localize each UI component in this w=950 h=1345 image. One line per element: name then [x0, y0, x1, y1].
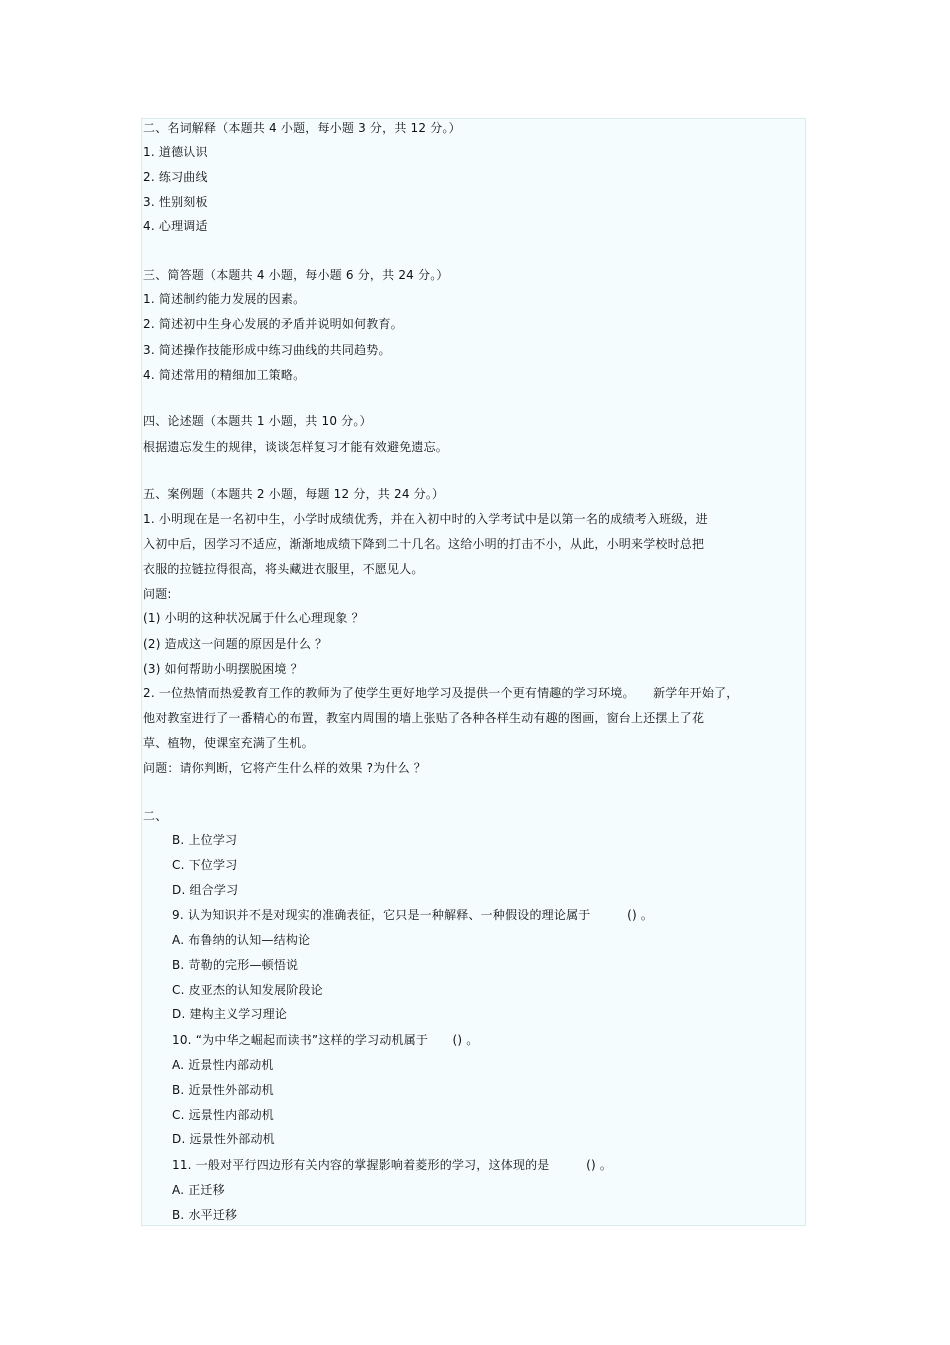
option-item: D. 建构主义学习理论: [172, 1007, 288, 1021]
list-item: 3. 简述操作技能形成中练习曲线的共同趋势。: [143, 343, 391, 357]
option-item: C. 皮亚杰的认知发展阶段论: [172, 983, 323, 997]
option-item: B. 上位学习: [172, 833, 238, 847]
case1-text: 入初中后，因学习不适应，渐渐地成绩下降到二十几名。这给小明的打击不小，从此，小明来学校时总把: [143, 537, 705, 551]
case2-text: 他对教室进行了一番精心的布置，教室内周围的墙上张贴了各种各样生动有趣的图画，窗台上还摆上了花: [143, 711, 705, 725]
option-item: C. 下位学习: [172, 858, 238, 872]
case2-text: 草、植物，使课室充满了生机。: [143, 736, 314, 750]
list-item: 1. 道德认识: [143, 145, 208, 159]
list-item: 2. 练习曲线: [143, 170, 208, 184]
section-title-short-answer: 三、简答题（本题共 4 小题，每小题 6 分，共 24 分。）: [143, 268, 449, 282]
question-item: 9. 认为知识并不是对现实的准确表征，它只是一种解释、一种假设的理论属于 () 。: [172, 908, 654, 922]
option-item: B. 苛勒的完形—顿悟说: [172, 958, 299, 972]
section-title-terms: 二、名词解释（本题共 4 小题，每小题 3 分，共 12 分。）: [143, 121, 461, 135]
answer-heading: 二、: [143, 809, 168, 823]
option-item: A. 近景性内部动机: [172, 1058, 274, 1072]
option-item: A. 布鲁纳的认知—结构论: [172, 933, 311, 947]
case2-text: 2. 一位热情而热爱教育工作的教师为了使学生更好地学习及提供一个更有情趣的学习环境。 新学年开始了，: [143, 686, 739, 700]
section-title-cases: 五、案例题（本题共 2 小题，每题 12 分，共 24 分。）: [143, 487, 445, 501]
list-item: 4. 简述常用的精细加工策略。: [143, 368, 306, 382]
option-item: B. 水平迁移: [172, 1208, 238, 1222]
essay-question: 根据遗忘发生的规律，谈谈怎样复习才能有效避免遗忘。: [143, 440, 449, 454]
option-item: D. 组合学习: [172, 883, 239, 897]
question-item: 10. “为中华之崛起而读书”这样的学习动机属于 () 。: [172, 1033, 479, 1047]
section-title-essay: 四、论述题（本题共 1 小题，共 10 分。）: [143, 414, 372, 428]
case2-question: 问题：请你判断，它将产生什么样的效果 ?为什么 ？: [143, 761, 426, 775]
case1-text: 1. 小明现在是一名初中生，小学时成绩优秀，并在入初中时的入学考试中是以第一名的成绩考入班级，进: [143, 512, 708, 526]
question-item: 11. 一般对平行四边形有关内容的掌握影响着菱形的学习，这体现的是 () 。: [172, 1158, 613, 1172]
case1-text: 衣服的拉链拉得很高，将头藏进衣服里，不愿见人。: [143, 562, 424, 576]
list-item: 3. 性别刻板: [143, 195, 208, 209]
list-item: 2. 简述初中生身心发展的矛盾并说明如何教育。: [143, 317, 403, 331]
option-item: C. 远景性内部动机: [172, 1108, 275, 1122]
question-label: 问题:: [143, 587, 172, 601]
option-item: A. 正迁移: [172, 1183, 225, 1197]
list-item: 1. 简述制约能力发展的因素。: [143, 292, 306, 306]
list-item: 4. 心理调适: [143, 219, 208, 233]
option-item: D. 远景性外部动机: [172, 1132, 275, 1146]
case1-question: (1) 小明的这种状况属于什么心理现象 ？: [143, 611, 364, 625]
case1-question: (2) 造成这一问题的原因是什么 ？: [143, 637, 328, 651]
case1-question: (3) 如何帮助小明摆脱困境 ？: [143, 662, 303, 676]
option-item: B. 近景性外部动机: [172, 1083, 274, 1097]
